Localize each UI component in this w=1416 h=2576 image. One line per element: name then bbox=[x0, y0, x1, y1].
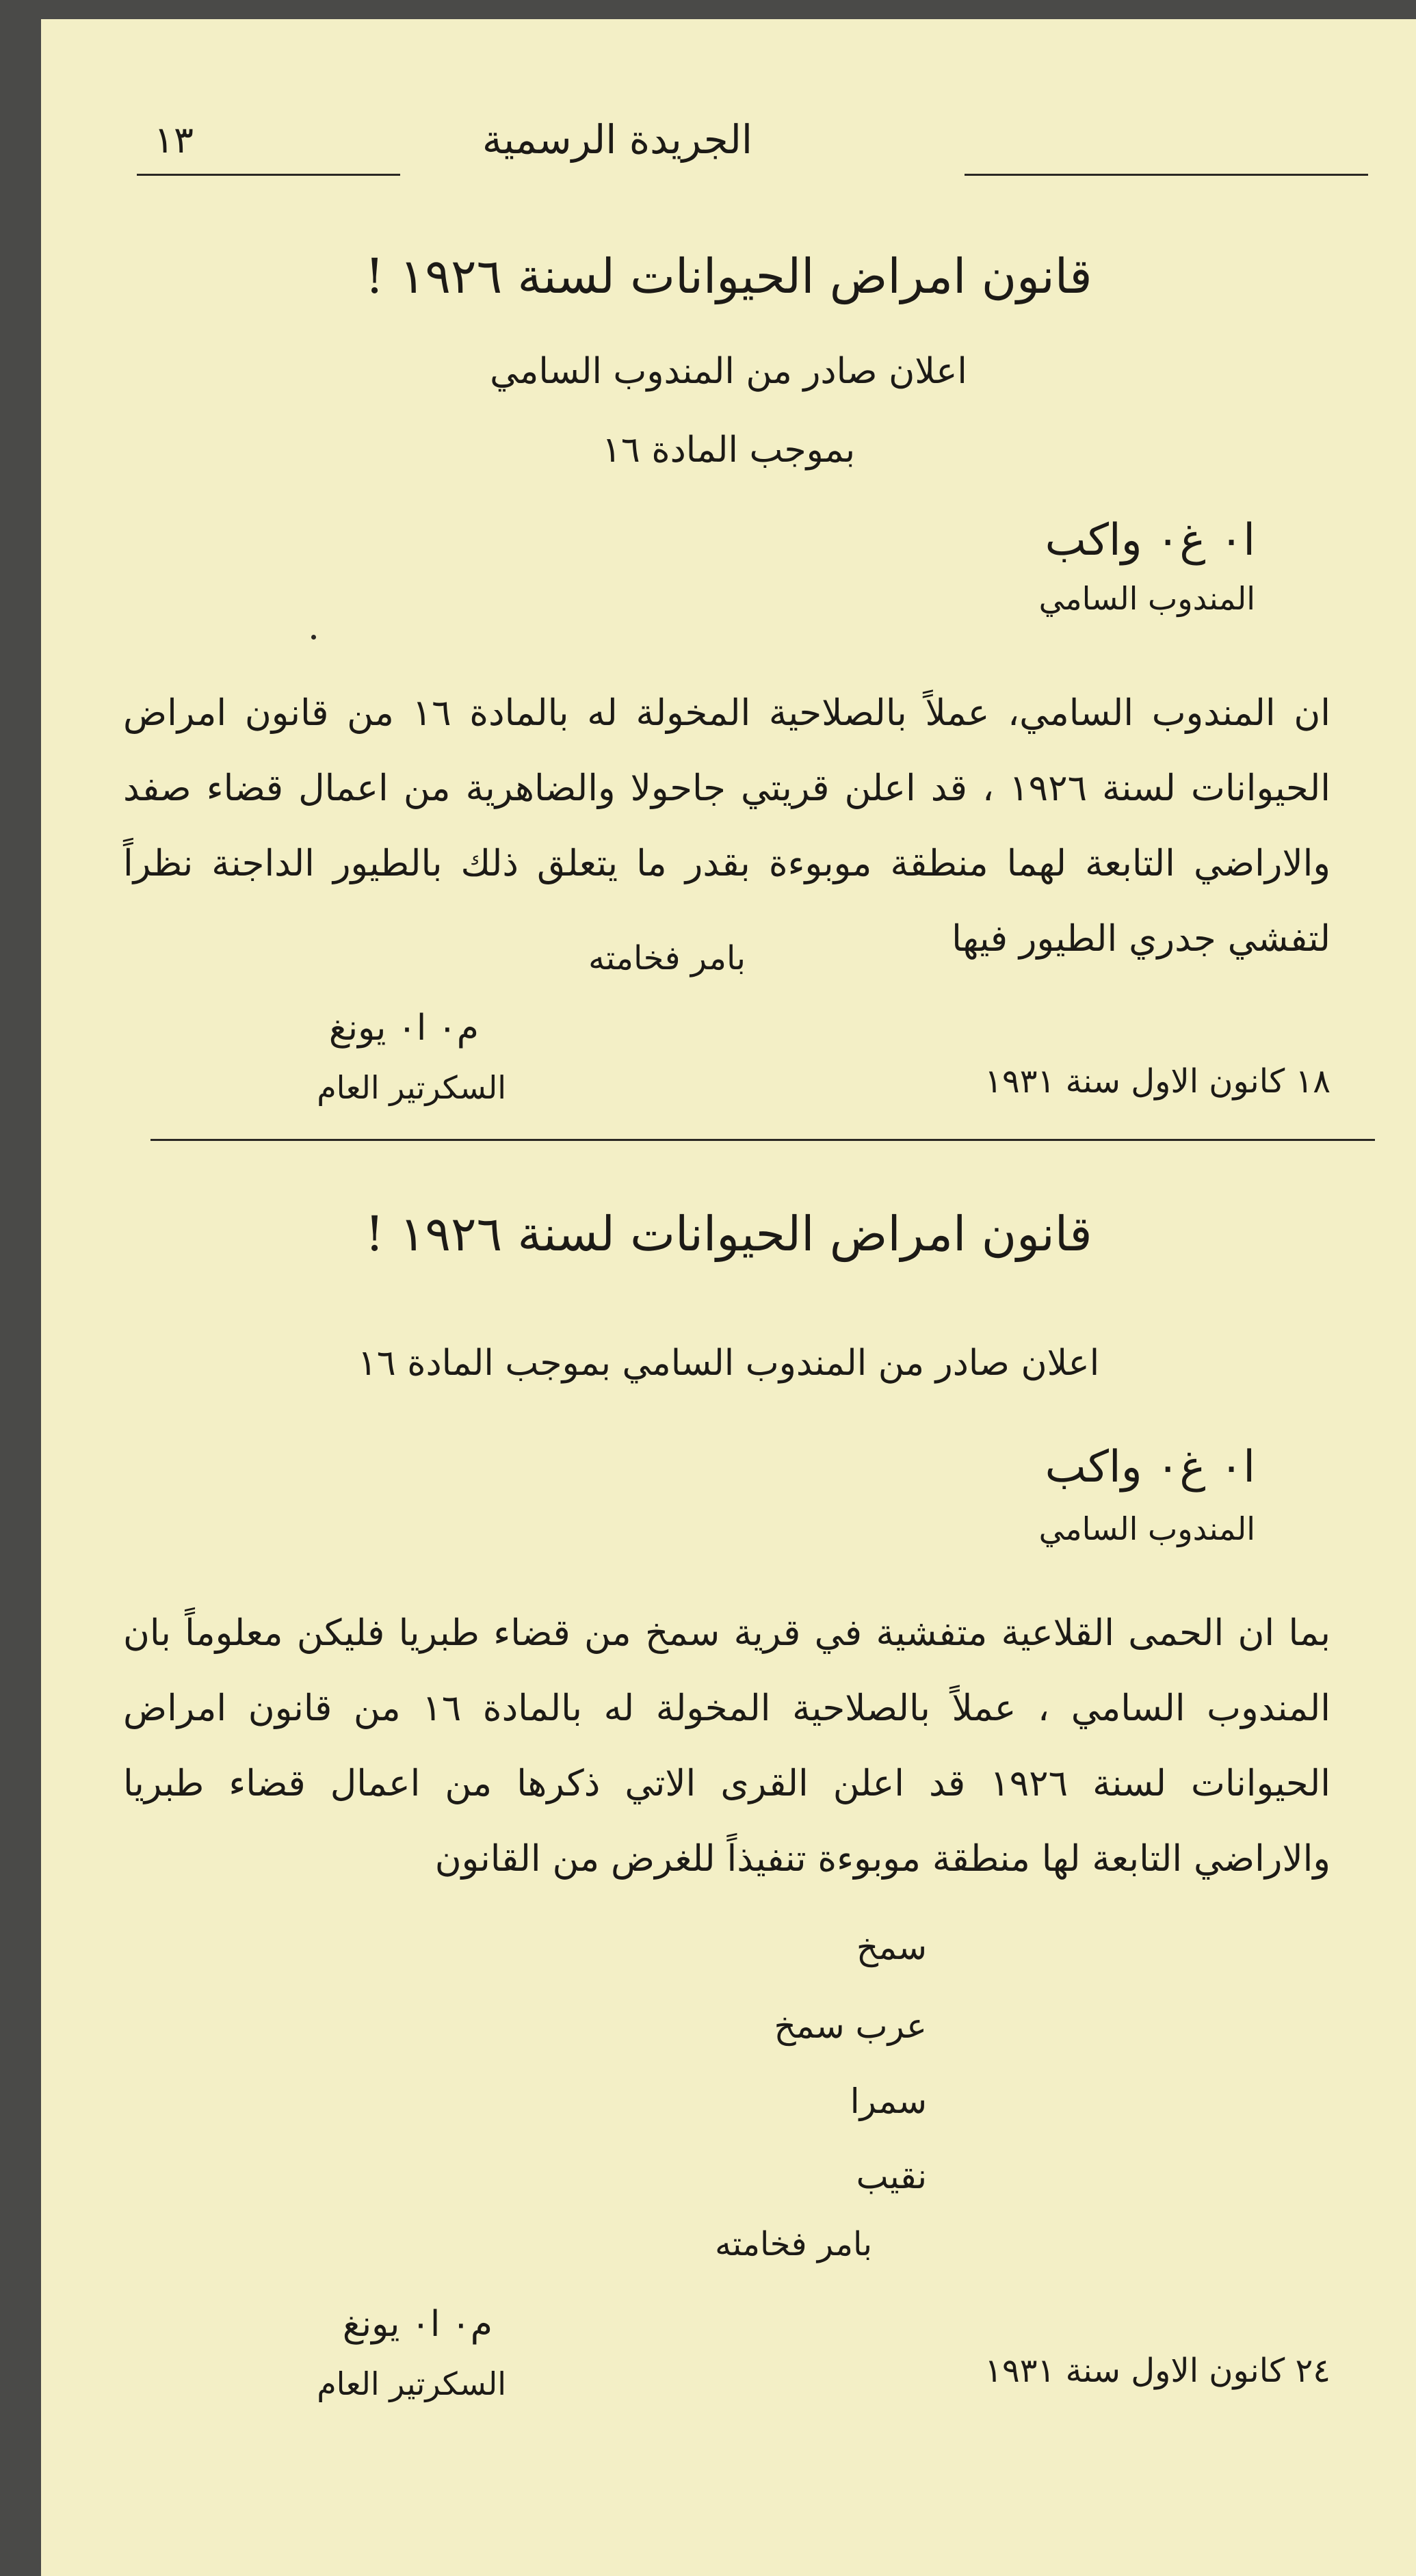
header-rule-left bbox=[137, 174, 400, 176]
notice-2-signatory-name: ا٠ غ٠ واكب bbox=[1045, 1442, 1255, 1493]
gazette-header-title: الجريدة الرسمية bbox=[482, 116, 752, 163]
notice-2-secretary-name: م٠ ا٠ يونغ bbox=[342, 2304, 493, 2345]
ink-dot bbox=[311, 635, 316, 640]
header-rule-right bbox=[965, 174, 1368, 176]
notice-2-by-order: بامر فخامته bbox=[715, 2225, 872, 2263]
notice-1-secretary-title: السكرتير العام bbox=[317, 1069, 506, 1106]
notice-1-subtitle-line-1: اعلان صادر من المندوب السامي bbox=[490, 351, 967, 392]
notice-1-signatory-title: المندوب السامي bbox=[1038, 580, 1255, 617]
notice-1-secretary-name: م٠ ا٠ يونغ bbox=[328, 1008, 479, 1049]
notice-1-signatory-name: ا٠ غ٠ واكب bbox=[1045, 515, 1255, 566]
page-number: ١٣ bbox=[154, 118, 194, 161]
village-list-item: سمخ bbox=[856, 1928, 927, 1967]
notice-2-subtitle: اعلان صادر من المندوب السامي بموجب المادة ١٦ bbox=[357, 1343, 1100, 1384]
village-list-item: عرب سمخ bbox=[774, 2006, 927, 2046]
gazette-page bbox=[41, 19, 1416, 2576]
notice-1-date: ١٨ كانون الاول سنة ١٩٣١ bbox=[984, 1062, 1330, 1101]
notice-2-title: قانون امراض الحيوانات لسنة ١٩٢٦ ! bbox=[365, 1206, 1092, 1262]
notice-2-secretary-title: السكرتير العام bbox=[317, 2365, 506, 2402]
notice-1-title: قانون امراض الحيوانات لسنة ١٩٢٦ ! bbox=[365, 248, 1092, 304]
village-list-item: سمرا bbox=[850, 2081, 927, 2121]
notice-2-signatory-title: المندوب السامي bbox=[1038, 1510, 1255, 1547]
section-divider bbox=[150, 1139, 1375, 1141]
notice-2-date: ٢٤ كانون الاول سنة ١٩٣١ bbox=[984, 2352, 1330, 2390]
village-list-item: نقيب bbox=[856, 2157, 927, 2196]
notice-1-body: ان المندوب السامي، عملاً بالصلاحية المخولة له بالمادة ١٦ من قانون امراض الحيوانات لسنة ١٩٢٦ ، قد اعلن قريتي جاحولا والضاهرية من اعمال قضاء صفد والاراضي التابعة لهما منطقة موبوءة بقدر ما يتعلق ذلك بالطيور الداجنة نظراً لتفشي جدري الطيور فيها bbox=[123, 692, 1330, 960]
notice-2-body: بما ان الحمى القلاعية متفشية في قرية سمخ من قضاء طبريا فليكن معلوماً بان المندوب السامي ، عملاً بالصلاحية المخولة له بالمادة ١٦ من قانون امراض الحيوانات لسنة ١٩٢٦ قد اعلن القرى الاتي ذكرها من اعمال قضاء طبريا والاراضي التابعة لها منطقة موبوءة تنفيذاً للغرض من القانون bbox=[123, 1612, 1330, 1880]
notice-1-subtitle-line-2: بموجب المادة ١٦ bbox=[601, 430, 856, 471]
notice-1-by-order: بامر فخامته bbox=[588, 939, 746, 977]
